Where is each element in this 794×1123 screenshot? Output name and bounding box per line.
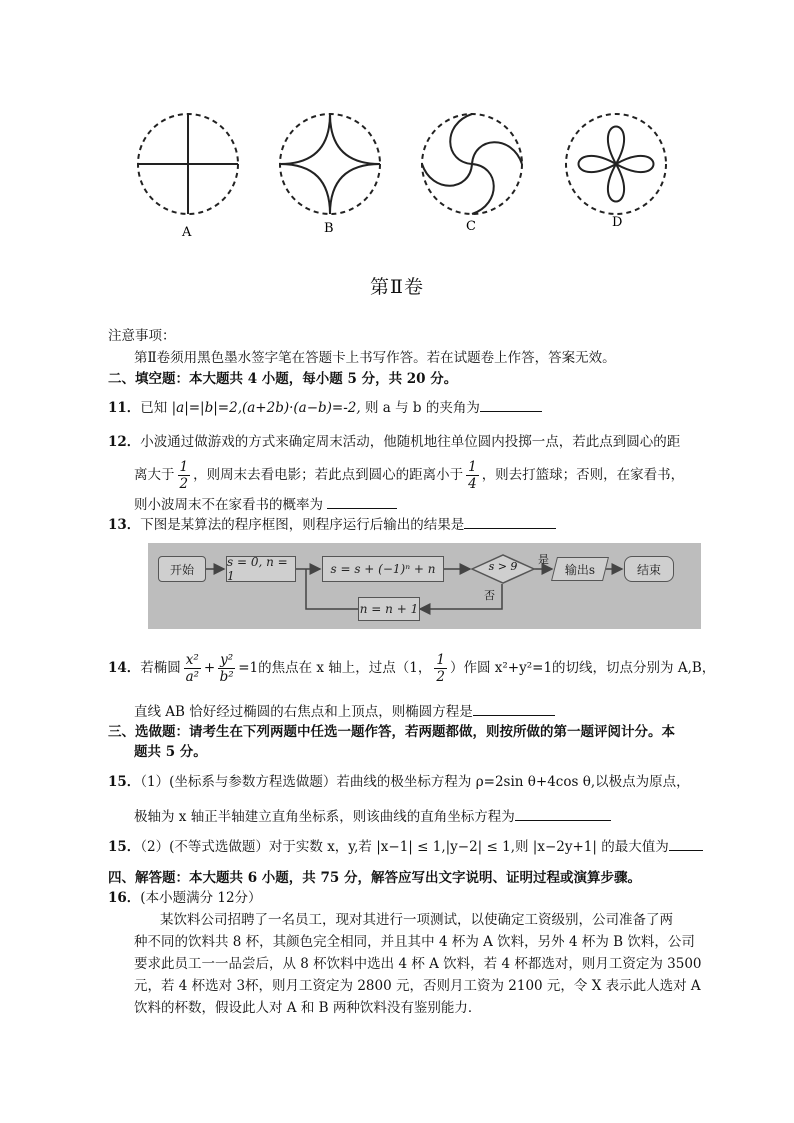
q12-line1: 小波通过做游戏的方式来确定周末活动，他随机地往单位圆内投掷一点，若此点到圆心的距 bbox=[140, 434, 681, 450]
figure-a bbox=[138, 114, 238, 214]
part4-heading: 四、解答题：本大题共 6 小题，共 75 分，解答应写出文字说明、证明过程或演算步骤。 bbox=[108, 870, 641, 886]
notes-text: 第Ⅱ卷须用黑色墨水签字笔在答题卡上书写作答。若在试题卷上作答，答案无效。 bbox=[134, 350, 616, 366]
figure-row bbox=[130, 108, 690, 238]
q16-line-2: 种不同的饮料共 8 杯，其颜色完全相同，并且其中 4 杯为 A 饮料，另外 4 杯为 B 饮料，公司 bbox=[134, 934, 695, 950]
q12-fraction-half: $\frac{1}{2}$ bbox=[179, 458, 189, 492]
q16-score: (本小题满分 12分） bbox=[140, 890, 262, 906]
q14-fraction-point: $\frac{1}{2}$ bbox=[436, 651, 445, 685]
flow-update: s = s + (−1)ⁿ + n bbox=[322, 556, 444, 582]
curves-figure bbox=[130, 108, 690, 238]
flow-condition: s > 9 bbox=[488, 560, 518, 573]
figure-b bbox=[280, 114, 380, 214]
q11-answer-blank[interactable] bbox=[480, 397, 542, 412]
flow-output-label: 输出s bbox=[564, 562, 596, 577]
flow-increment: n = n + 1 bbox=[358, 597, 420, 621]
flow-yes-label: 是 bbox=[538, 553, 549, 566]
q15a-answer-blank[interactable] bbox=[515, 806, 611, 821]
q14-pre: 若椭圆 bbox=[140, 660, 181, 676]
q16-line-5: 饮料的杯数，假设此人对 A 和 B 两种饮料没有鉴别能力． bbox=[134, 1000, 482, 1016]
q12-fraction-quarter: $\frac{1}{4}$ bbox=[468, 458, 477, 492]
q15a-line2: 极轴为 x 轴正半轴建立直角坐标系，则该曲线的直角坐标方程为 bbox=[134, 809, 515, 825]
notes-heading: 注意事项： bbox=[108, 328, 176, 344]
q14-number: 14． bbox=[108, 660, 141, 676]
q11-condition: |a|=|b|=2,(a+2b)·(a−b)=-2, bbox=[171, 400, 361, 416]
q15b-answer-blank[interactable] bbox=[669, 836, 703, 851]
q15b-number: 15． bbox=[108, 839, 141, 855]
figure-c bbox=[422, 114, 522, 214]
q12-number: 12． bbox=[108, 434, 141, 450]
q16-number: 16． bbox=[108, 890, 141, 906]
question-16-header bbox=[108, 888, 708, 908]
part3-line2: 题共 5 分。 bbox=[134, 744, 207, 760]
question-15b bbox=[108, 836, 708, 857]
figure-label-a: A bbox=[182, 225, 192, 238]
flow-no-label: 否 bbox=[484, 589, 495, 602]
q11-pre: 已知 bbox=[140, 400, 168, 416]
question-14-line2 bbox=[134, 701, 734, 722]
q13-number: 13． bbox=[108, 517, 141, 533]
q14-eq1: =1的焦点在 x 轴上，过点（1， bbox=[238, 660, 432, 676]
question-15a-line2 bbox=[134, 806, 734, 827]
figure-label-d: D bbox=[612, 215, 623, 230]
q14-post: ）作圆 x²+y²=1的切线，切点分别为 A,B， bbox=[449, 660, 716, 676]
q14-answer-blank[interactable] bbox=[473, 701, 555, 716]
question-15a-line1 bbox=[108, 772, 708, 792]
section-title: 第Ⅱ卷 bbox=[370, 276, 424, 298]
q15a-number: 15． bbox=[108, 774, 141, 790]
figure-label-c: C bbox=[466, 219, 476, 234]
q14-fraction-y: $\frac{\text{y²}}{\text{b²}}$ bbox=[219, 651, 234, 685]
q16-line-3: 要求此员工一一品尝后，从 8 杯饮料中选出 4 杯 A 饮料，若 4 杯都选对，则月工资定为 3500 bbox=[134, 956, 702, 972]
figure-d bbox=[566, 114, 666, 214]
q13-text: 下图是某算法的程序框图，则程序运行后输出的结果是 bbox=[140, 517, 465, 533]
q13-answer-blank[interactable] bbox=[464, 514, 556, 529]
part2-heading: 二、填空题：本大题共 4 小题，每小题 5 分，共 20 分。 bbox=[108, 371, 458, 387]
question-13 bbox=[108, 514, 708, 535]
q12-line2a: 离大于 bbox=[134, 467, 175, 483]
q11-post: 则 a 与 b 的夹角为 bbox=[364, 400, 480, 416]
q15a-line1: （1）(坐标系与参数方程选做题）若曲线的极坐标方程为 ρ=2sin θ+4cos θ,以极点为原点， bbox=[140, 774, 690, 790]
q14-fraction-x: $\frac{\text{x²}}{\text{a²}}$ bbox=[185, 651, 200, 685]
question-12-line1 bbox=[108, 432, 708, 452]
q16-line-1: 某饮料公司招聘了一名员工，现对其进行一项测试，以使确定工资级别，公司准备了两 bbox=[160, 912, 673, 928]
q12-line2b: ，则周末去看电影；若此点到圆心的距离小于 bbox=[193, 467, 464, 483]
q12-answer-blank[interactable] bbox=[327, 494, 397, 509]
question-12-line3 bbox=[134, 494, 734, 515]
question-12-line2 bbox=[134, 455, 734, 495]
q12-line2c: ，则去打篮球；否则，在家看书， bbox=[481, 467, 685, 483]
flowchart bbox=[148, 543, 701, 629]
question-14-line1: 14． 若椭圆 $\frac{\text{x²}}{\text{a²}}$ + $\frac{\text{y²}}{\text{b²}}$ =1的焦点在 x 轴上，过点（1， $\frac{1}{2}$ ）作圆 x²+y²=1的切线，切点分别为 A,B， bbox=[108, 651, 716, 685]
q16-line-4: 元，若 4 杯选对 3杯，则月工资定为 2800 元，否则月工资为 2100 元，令 X 表示此人选对 A bbox=[134, 978, 701, 994]
flow-start: 开始 bbox=[158, 556, 206, 582]
q12-line3: 则小波周末不在家看书的概率为 bbox=[134, 497, 323, 513]
part3-line1: 三、选做题：请考生在下列两题中任选一题作答，若两题都做，则按所做的第一题评阅计分。本 bbox=[108, 724, 675, 740]
figure-label-b: B bbox=[324, 221, 334, 236]
q11-number: 11． bbox=[108, 400, 141, 416]
q15b-text: （2）(不等式选做题）对于实数 x，y,若 |x−1| ≤ 1,|y−2| ≤ 1,则 |x−2y+1| 的最大值为 bbox=[140, 839, 669, 855]
q14-line2: 直线 AB 恰好经过椭圆的右焦点和上顶点，则椭圆方程是 bbox=[134, 704, 473, 720]
question-11 bbox=[108, 397, 708, 418]
flow-init: s = 0, n = 1 bbox=[226, 556, 296, 582]
flow-end: 结束 bbox=[624, 556, 674, 582]
flow-output bbox=[551, 557, 609, 581]
